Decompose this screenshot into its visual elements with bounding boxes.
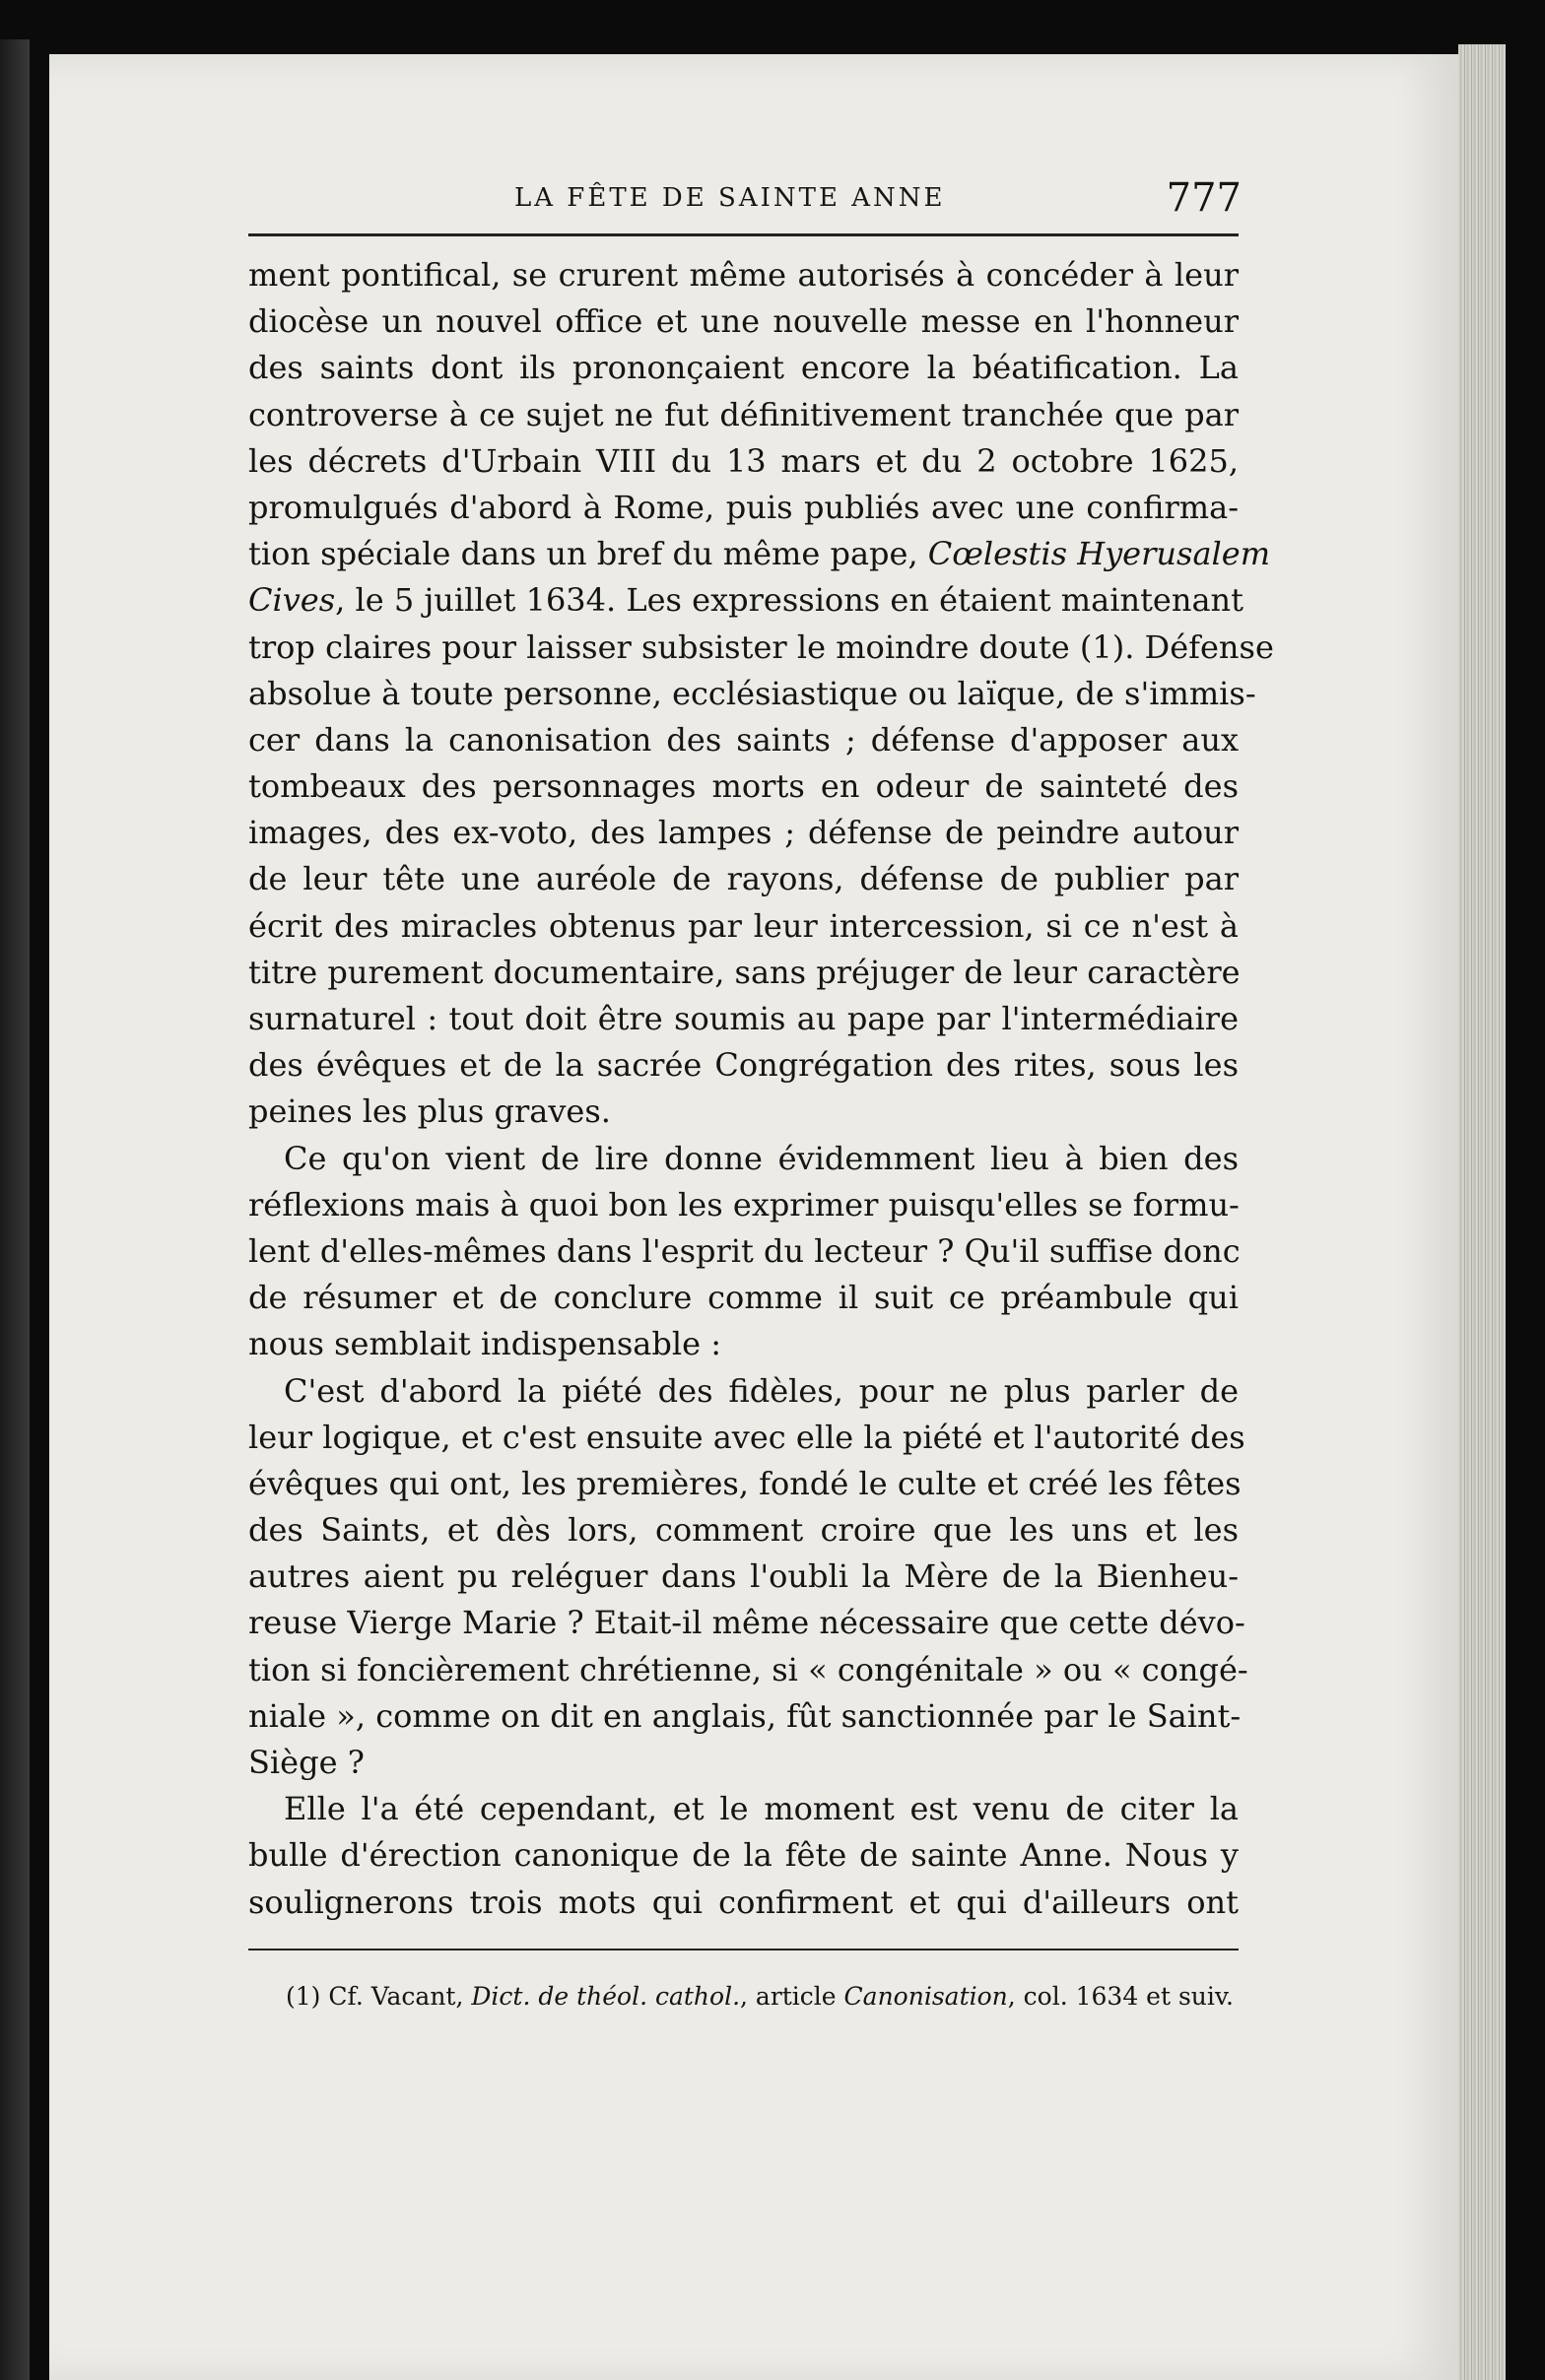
body-line: des évêques et de la sacrée Congrégation des rites, sous les — [248, 1046, 1239, 1085]
body-line: images, des ex-voto, des lampes ; défense de peindre autour — [248, 814, 1239, 852]
body-line: controverse à ce sujet ne fut définitivement tranchée que par — [248, 395, 1239, 433]
body-line: cer dans la canonisation des saints ; défense d'apposer aux — [248, 720, 1239, 759]
body-line: reuse Vierge Marie ? Etait-il même nécessaire que cette dévo- — [248, 1604, 1245, 1642]
left-page-edge — [0, 39, 30, 2380]
body-line: bulle d'érection canonique de la fête de sainte Anne. Nous y — [248, 1836, 1239, 1875]
body-line: Elle l'a été cependant, et le moment est venu de citer la — [284, 1790, 1239, 1828]
body-line: leur logique, et c'est ensuite avec elle la piété et l'autorité des — [248, 1418, 1245, 1456]
right-page-stack — [1458, 44, 1506, 2380]
body-line: peines les plus graves. — [248, 1092, 611, 1131]
body-line: diocèse un nouvel office et une nouvelle messe en l'honneur — [248, 302, 1239, 341]
body-line: nous semblait indispensable : — [248, 1325, 721, 1363]
page-number: 777 — [1166, 175, 1242, 221]
body-line: ment pontifical, se crurent même autorisés à concéder à leur — [248, 256, 1239, 294]
body-line: absolue à toute personne, ecclésiastique ou laïque, de s'immis- — [248, 674, 1256, 712]
body-line: des saints dont ils prononçaient encore la béatification. La — [248, 349, 1239, 387]
body-line: titre purement documentaire, sans préjuger de leur caractère — [248, 953, 1241, 991]
footnote-rule — [248, 1949, 1239, 1950]
header-rule — [248, 233, 1239, 236]
body-line: niale », comme on dit en anglais, fût sanctionnée par le Saint- — [248, 1696, 1242, 1735]
footnote-article: Canonisation — [843, 1982, 1008, 2011]
body-line: tion spéciale dans un bref du même pape, Cœlestis Hyerusalem — [248, 535, 1271, 573]
body-line: Siège ? — [248, 1744, 365, 1781]
body-line: surnaturel : tout doit être soumis au pape par l'intermédiaire — [248, 1000, 1239, 1037]
body-line: promulgués d'abord à Rome, puis publiés avec une confirma- — [248, 488, 1239, 526]
body-line: tion si foncièrement chrétienne, si « congénitale » ou « congé- — [248, 1650, 1248, 1688]
running-head: LA FÊTE DE SAINTE ANNE — [514, 183, 946, 213]
body-line: Ce qu'on vient de lire donne évidemment lieu à bien des — [284, 1139, 1239, 1177]
footnote-middle: , article — [740, 1982, 844, 2011]
body-line: lent d'elles-mêmes dans l'esprit du lecteur ? Qu'il suffise donc — [248, 1231, 1241, 1270]
footnote — [286, 1982, 1242, 2011]
body-line: Cives, le 5 juillet 1634. Les expressions en étaient maintenant — [248, 581, 1244, 620]
footnote-title: Dict. de théol. cathol. — [471, 1982, 741, 2011]
body-line: tombeaux des personnages morts en odeur de sainteté des — [248, 767, 1239, 806]
body-line: des Saints, et dès lors, comment croire que les uns et les — [248, 1511, 1239, 1550]
body-line: les décrets d'Urbain VIII du 13 mars et du 2 octobre 1625, — [248, 441, 1239, 480]
body-line: soulignerons trois mots qui confirment et qui d'ailleurs ont — [248, 1883, 1239, 1921]
body-line: de leur tête une auréole de rayons, défense de publier par — [248, 860, 1239, 898]
body-text — [248, 252, 1274, 1926]
body-line: écrit des miracles obtenus par leur intercession, si ce n'est à — [248, 906, 1239, 945]
body-line: autres aient pu reléguer dans l'oubli la Mère de la Bienheu- — [248, 1557, 1239, 1596]
body-line: évêques qui ont, les premières, fondé le culte et créé les fêtes — [248, 1464, 1242, 1502]
footnote-suffix: , col. 1634 et suiv. — [1007, 1982, 1234, 2011]
page-header — [246, 175, 1242, 225]
body-line: C'est d'abord la piété des fidèles, pour ne plus parler de — [284, 1371, 1239, 1410]
footnote-prefix: (1) Cf. Vacant, — [286, 1982, 472, 2011]
body-line: trop claires pour laisser subsister le moindre doute (1). Défense — [248, 628, 1274, 666]
body-line: réflexions mais à quoi bon les exprimer puisqu'elles se formu- — [248, 1185, 1240, 1223]
body-line: de résumer et de conclure comme il suit ce préambule qui — [248, 1279, 1239, 1317]
